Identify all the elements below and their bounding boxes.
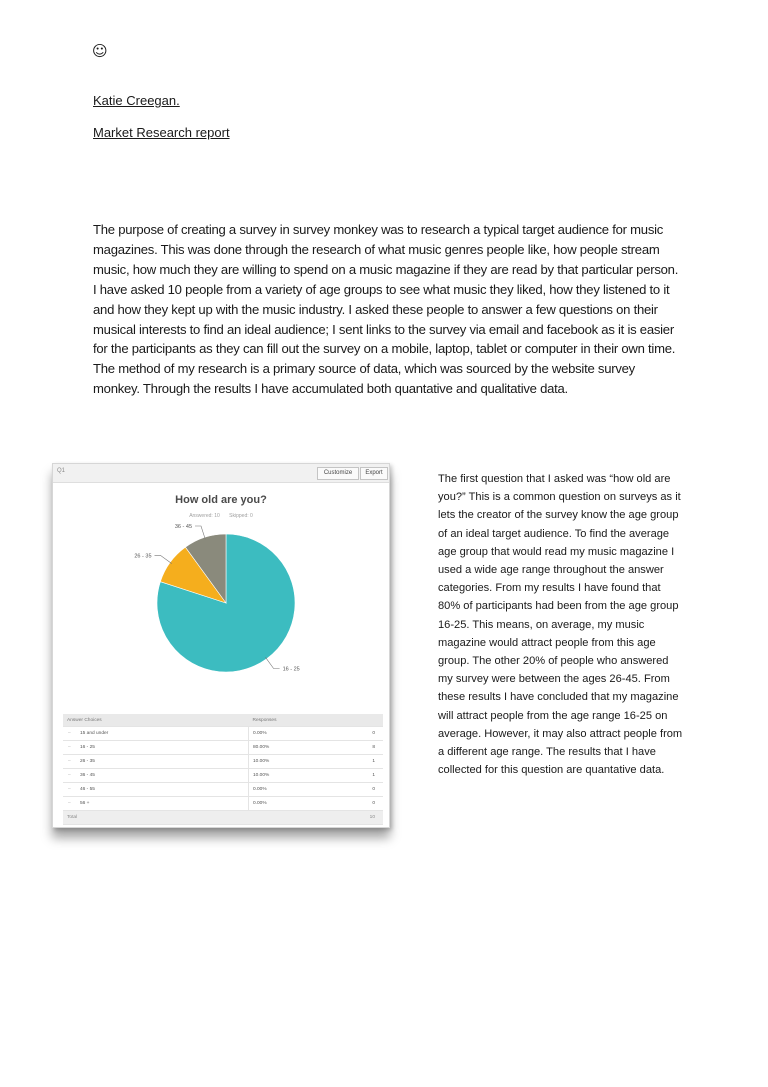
- report-title: Market Research report: [93, 125, 230, 140]
- table-total-row: [63, 811, 383, 825]
- row-bullet: –: [63, 783, 76, 797]
- table-row: [63, 755, 383, 769]
- row-choice: 56 +: [76, 797, 249, 811]
- row-choice: 15 and under: [76, 727, 249, 741]
- responses-header: Responses: [249, 714, 384, 727]
- row-bullet: –: [63, 769, 76, 783]
- answered-count: Answered: 10: [189, 513, 220, 519]
- age-pie-chart: [53, 524, 389, 709]
- row-count: 8: [357, 741, 383, 755]
- customize-button[interactable]: Customize: [317, 467, 359, 480]
- total-value: 10: [357, 811, 383, 825]
- row-bullet: –: [63, 741, 76, 755]
- smiley-emoji: ☺: [92, 42, 108, 60]
- row-choice: 36 - 45: [76, 769, 249, 783]
- row-bullet: –: [63, 727, 76, 741]
- row-bullet: –: [63, 797, 76, 811]
- row-percent: 0.00%: [249, 783, 358, 797]
- slice-label: 26 - 35: [134, 553, 152, 560]
- slice-label: 16 - 25: [282, 666, 300, 673]
- row-count: 0: [357, 727, 383, 741]
- table-row: [63, 741, 383, 755]
- author-name: Katie Creegan.: [93, 93, 180, 108]
- table-body: [63, 727, 383, 811]
- survey-toolbar: [53, 464, 389, 483]
- table-row: [63, 727, 383, 741]
- row-choice: 46 - 55: [76, 783, 249, 797]
- table-row: [63, 797, 383, 811]
- export-button[interactable]: Export: [360, 467, 388, 480]
- answer-choices-header: Answer Choices: [63, 714, 249, 727]
- row-count: 1: [357, 769, 383, 783]
- row-percent: 10.00%: [249, 755, 358, 769]
- intro-paragraph: The purpose of creating a survey in survey monkey was to research a typical target audience for music magazines. This was done through the research of what music genres people like, how people stream music, how much they are willing to spend on a music magazine if they are read by that particular person. I have asked 10 people from a variety of age groups to see what music they liked, how they listened to it and how they kept up with the music industry. I asked these people to answer a few questions on their musical interests to find an ideal audience; I sent links to the survey via email and facebook as it is easier for the participants as they can fill out the survey on a mobile, laptop, tablet or computer in their own time. The method of my research is a primary source of data, which was sourced by the website survey monkey. Through the results I have accumulated both quantative and qualitative data.: [93, 222, 679, 397]
- row-choice: 26 - 35: [76, 755, 249, 769]
- row-percent: 10.00%: [249, 769, 358, 783]
- question-number: Q1: [57, 468, 66, 474]
- leader-line: [265, 657, 279, 668]
- slice-label: 36 - 45: [174, 524, 192, 530]
- row-bullet: –: [63, 755, 76, 769]
- table-row: [63, 783, 383, 797]
- analysis-paragraph: The first question that I asked was “how old are you?” This is a common question on surveys as it lets the creator of the survey know the age group of an ideal target audience. To find the average age group that would read my music magazine I used a wide age range throughout the answer categories. From my results I have found that 80% of participants had been from the age group 16-25. This means, on average, my music magazine would attract people from this age group. The other 20% of people who answered my survey were between the ages 26-45. From these results I have concluded that my magazine will attract people from the age range 16-25 on average. However, it may also attract people from a different age range. The results that I have collected for this question are quantative data.: [438, 473, 683, 777]
- row-percent: 0.00%: [249, 797, 358, 811]
- row-choice: 16 - 25: [76, 741, 249, 755]
- leader-line: [155, 555, 172, 563]
- table-row: [63, 769, 383, 783]
- table-header-row: [63, 714, 383, 727]
- survey-results-screenshot: [52, 463, 390, 828]
- row-percent: 0.00%: [249, 727, 358, 741]
- chart-title: How old are you?: [175, 494, 267, 506]
- skipped-count: Skipped: 0: [229, 513, 253, 519]
- responses-table: [63, 714, 383, 825]
- total-label: Total: [63, 811, 357, 825]
- row-count: 1: [357, 755, 383, 769]
- response-stats: [53, 513, 389, 519]
- row-count: 0: [357, 797, 383, 811]
- row-percent: 80.00%: [249, 741, 358, 755]
- row-count: 0: [357, 783, 383, 797]
